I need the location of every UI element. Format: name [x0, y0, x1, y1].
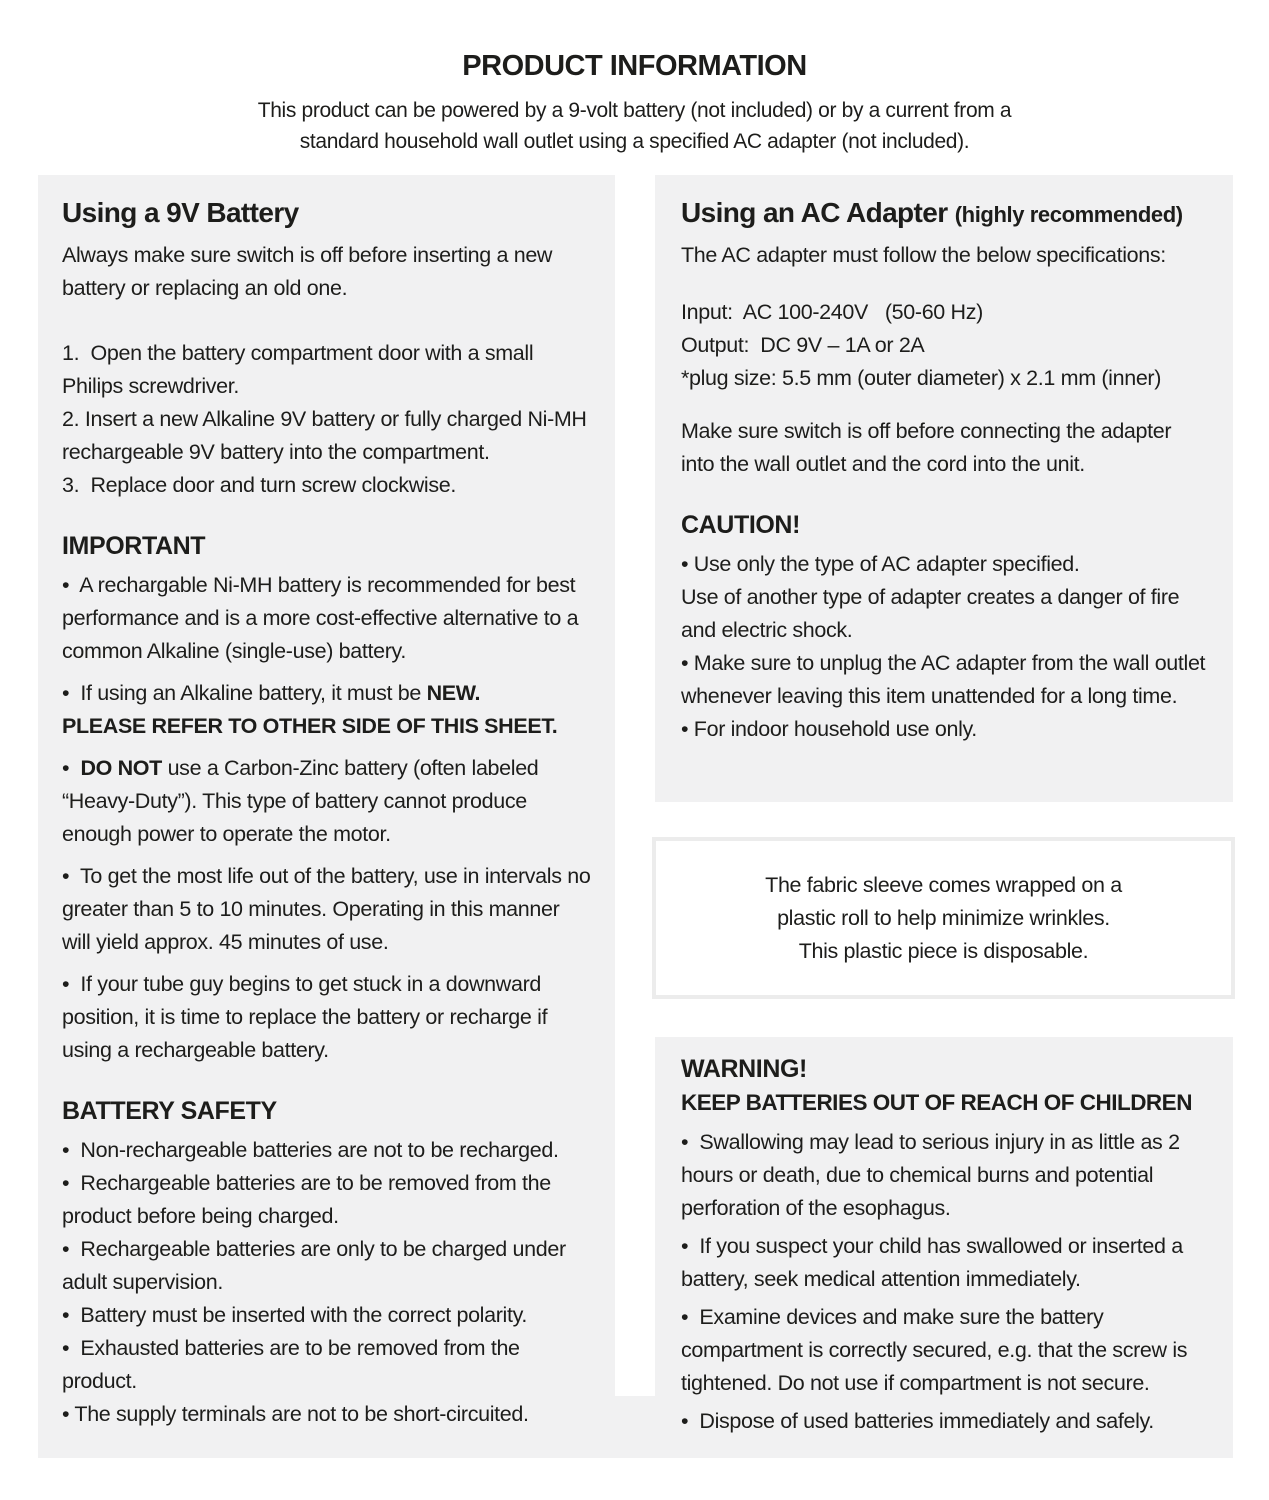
ac-adapter-intro: The AC adapter must follow the below specifications: — [681, 243, 1166, 267]
ac-spec-plug-size: *plug size: 5.5 mm (outer diameter) x 2.1 mm (inner) — [681, 366, 1162, 390]
page-subtitle-line-1: This product can be powered by a 9-volt battery (not included) or by a current from a — [257, 99, 1012, 122]
battery-section-heading: Using a 9V Battery — [62, 197, 299, 228]
warning-bullet: • Examine devices and make sure the battery compartment is correctly secured, e.g. that the screw is tightened. Do not use if compartment is not secure. — [681, 1305, 1193, 1395]
sleeve-note-line-1: The fabric sleeve comes wrapped on a — [765, 872, 1122, 897]
sleeve-note-line-3: This plastic piece is disposable. — [798, 938, 1089, 963]
warning-bullet: • Swallowing may lead to serious injury in as little as 2 hours or death, due to chemical burns and potential perforation of the esophagus. — [681, 1130, 1186, 1220]
battery-intro-text: Always make sure switch is off before inserting a new battery or replacing an old one. — [62, 243, 558, 300]
ac-adapter-heading-text: Using an AC Adapter — [681, 197, 948, 228]
ac-spec-output: Output: DC 9V – 1A or 2A — [681, 333, 925, 357]
battery-safety-bullet: • Battery must be inserted with the correct polarity. — [62, 1303, 528, 1327]
caution-heading: CAUTION! — [681, 511, 801, 539]
ac-spec-input: Input: AC 100-240V (50-60 Hz) — [681, 300, 983, 324]
battery-step-3: 3. Replace door and turn screw clockwise. — [62, 473, 456, 497]
important-bullet: • A rechargable Ni-MH battery is recommended for best performance and is a more cost-effective alternative to a common Alkaline (single-use) battery. — [62, 573, 584, 663]
battery-safety-bullet: • Rechargeable batteries are to be removed from the product before being charged. — [62, 1171, 557, 1228]
warning-panel — [655, 1037, 1233, 1458]
warning-heading: WARNING! — [681, 1055, 807, 1083]
page-subtitle-line-2: standard household wall outlet using a specified AC adapter (not included). — [299, 130, 970, 153]
battery-steps — [62, 337, 591, 502]
battery-safety-bullet: • The supply terminals are not to be short-circuited. — [62, 1402, 529, 1426]
important-heading: IMPORTANT — [62, 532, 206, 560]
warning-bullet: • If you suspect your child has swallowed or inserted a battery, seek medical attention immediately. — [681, 1234, 1189, 1291]
ac-adapter-specs — [681, 296, 1207, 395]
warning-subheading: KEEP BATTERIES OUT OF REACH OF CHILDREN — [681, 1090, 1192, 1115]
page-title: PRODUCT INFORMATION — [462, 50, 807, 82]
caution-bullet: • Make sure to unplug the AC adapter from the wall outlet whenever leaving this item unattended for a long time. — [681, 651, 1211, 708]
ac-adapter-heading-note: (highly recommended) — [954, 202, 1183, 227]
warning-bullet: • Dispose of used batteries immediately and safely. — [681, 1409, 1154, 1433]
important-bullet: • If using an Alkaline battery, it must be NEW. PLEASE REFER TO OTHER SIDE OF THIS SHEET. — [62, 681, 558, 738]
battery-safety-bullet: • Non-rechargeable batteries are not to be recharged. — [62, 1138, 559, 1162]
important-bullet: • To get the most life out of the battery, use in intervals no greater than 5 to 10 minutes. Operating in this manner will yield approx. 45 minutes of use. — [62, 864, 597, 954]
battery-section-panel — [38, 175, 615, 1458]
important-bullet: • If your tube guy begins to get stuck in a downward position, it is time to replace the battery or recharge if using a rechargeable battery. — [62, 972, 553, 1062]
panel-bottom-bridge — [610, 1396, 660, 1458]
ac-adapter-note: Make sure switch is off before connecting the adapter into the wall outlet and the cord into the unit. — [681, 419, 1177, 476]
ac-adapter-heading — [681, 197, 1207, 229]
battery-step-2: 2. Insert a new Alkaline 9V battery or fully charged Ni-MH rechargeable 9V battery into the compartment. — [62, 407, 593, 464]
battery-safety-heading: BATTERY SAFETY — [62, 1097, 277, 1125]
battery-safety-bullet: • Exhausted batteries are to be removed from the product. — [62, 1336, 526, 1393]
fabric-sleeve-note-box — [652, 837, 1235, 999]
ac-adapter-panel — [655, 175, 1233, 802]
sleeve-note-line-2: plastic roll to help minimize wrinkles. — [777, 905, 1110, 930]
caution-bullet: • Use only the type of AC adapter specified. Use of another type of adapter creates a danger of fire and electric shock. — [681, 552, 1185, 642]
sheet-header — [0, 50, 1269, 157]
battery-safety-bullet: • Rechargeable batteries are only to be charged under adult supervision. — [62, 1237, 572, 1294]
battery-step-1: 1. Open the battery compartment door with a small Philips screwdriver. — [62, 341, 539, 398]
caution-bullet: • For indoor household use only. — [681, 717, 977, 741]
page-subtitle — [0, 95, 1269, 157]
important-bullet: • DO NOT use a Carbon-Zinc battery (often labeled “Heavy-Duty”). This type of battery cannot produce enough power to operate the motor. — [62, 756, 545, 846]
